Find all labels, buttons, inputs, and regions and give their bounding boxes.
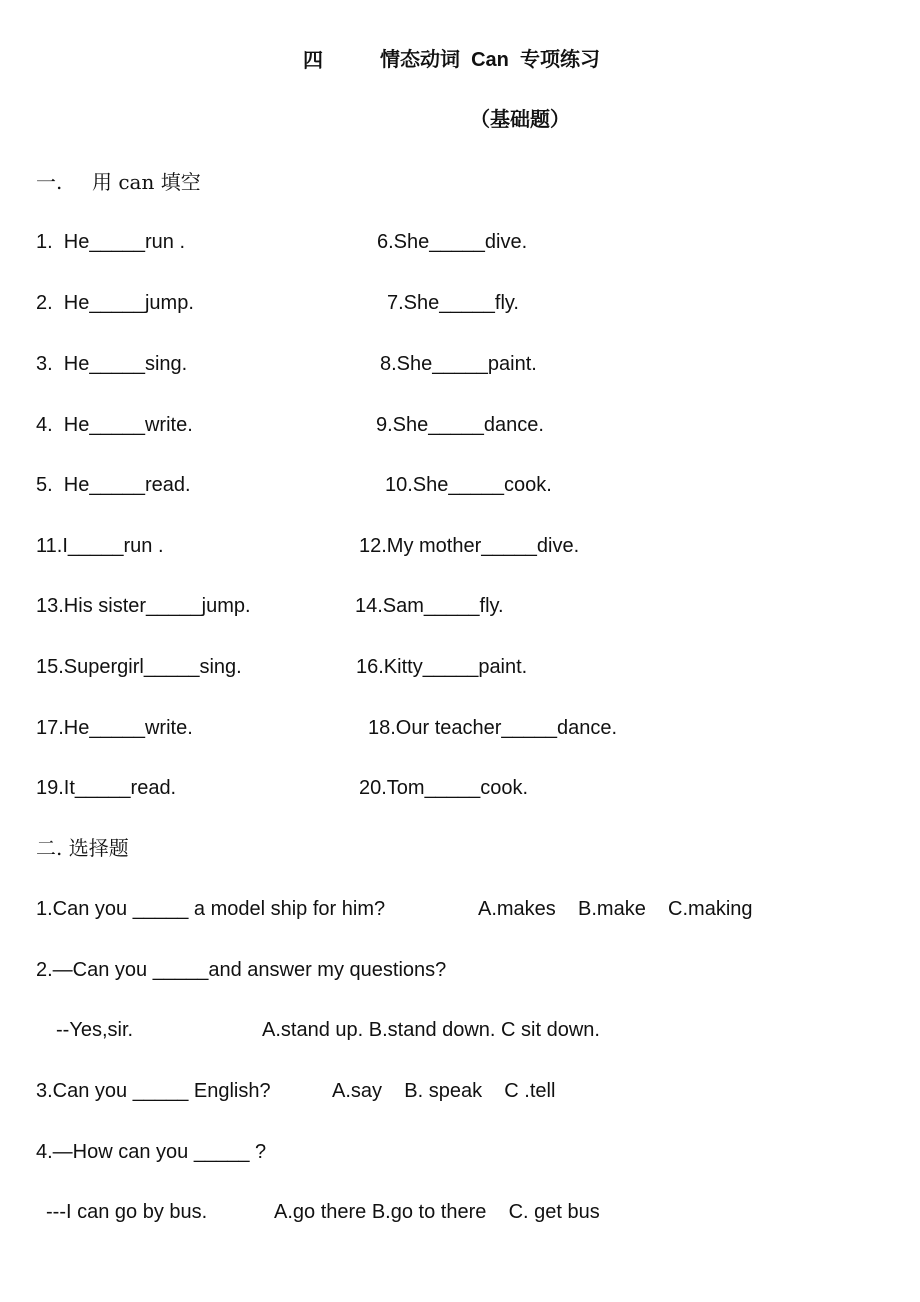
fill-item: 11.I_____run .: [36, 535, 164, 557]
question-4-answer: ---I can go by bus.: [46, 1201, 208, 1223]
page-title: 情态动词 Can 专项练习: [380, 49, 601, 71]
section1-heading: 用 can 填空: [92, 170, 201, 194]
page-subtitle: （基础题）: [470, 109, 570, 131]
fill-item: 5. He_____read.: [36, 474, 191, 496]
question-2-answer: --Yes,sir.: [56, 1019, 134, 1041]
fill-item: 17.He_____write.: [36, 717, 193, 739]
question-3-options: A.say B. speak C .tell: [332, 1080, 556, 1102]
fill-item: 14.Sam_____fly.: [355, 595, 504, 617]
section2-heading: 二. 选择题: [36, 836, 129, 860]
question-2-options: A.stand up. B.stand down. C sit down.: [262, 1019, 600, 1041]
question-2-stem: 2.—Can you _____and answer my questions?: [36, 959, 447, 981]
fill-item: 4. He_____write.: [36, 414, 193, 436]
fill-item: 13.His sister_____jump.: [36, 595, 251, 617]
title-number: 四: [303, 48, 323, 72]
fill-item: 20.Tom_____cook.: [359, 777, 529, 799]
fill-item: 1. He_____run .: [36, 231, 185, 253]
fill-item: 7.She_____fly.: [387, 292, 519, 314]
fill-item: 19.It_____read.: [36, 777, 177, 799]
question-4-stem: 4.—How can you _____ ?: [36, 1141, 267, 1163]
section1-number: 一.: [36, 170, 63, 194]
fill-item: 3. He_____sing.: [36, 353, 188, 375]
fill-item: 8.She_____paint.: [380, 353, 537, 375]
fill-item: 18.Our teacher_____dance.: [368, 717, 618, 739]
question-3-stem: 3.Can you _____ English?: [36, 1080, 271, 1102]
fill-item: 10.She_____cook.: [385, 474, 552, 496]
fill-item: 15.Supergirl_____sing.: [36, 656, 242, 678]
question-1-options: A.makes B.make C.making: [478, 898, 753, 920]
fill-item: 9.She_____dance.: [376, 414, 544, 436]
fill-item: 2. He_____jump.: [36, 292, 194, 314]
fill-item: 16.Kitty_____paint.: [356, 656, 528, 678]
fill-item: 6.She_____dive.: [377, 231, 528, 253]
question-1-stem: 1.Can you _____ a model ship for him?: [36, 898, 386, 920]
question-4-options: A.go there B.go to there C. get bus: [274, 1201, 600, 1223]
fill-item: 12.My mother_____dive.: [359, 535, 580, 557]
